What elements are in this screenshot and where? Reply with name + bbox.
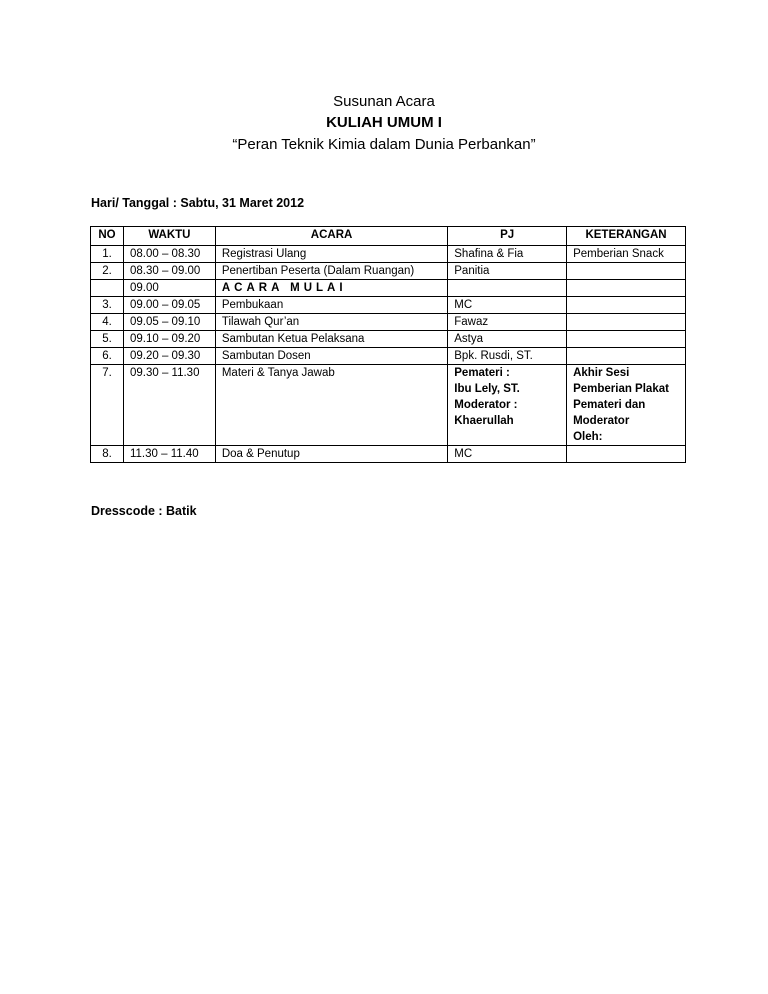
cell-no: 6. — [91, 348, 124, 365]
cell-no: 7. — [91, 365, 124, 446]
cell-keterangan — [567, 280, 686, 297]
column-header-waktu: WAKTU — [123, 227, 215, 246]
cell-waktu: 09.05 – 09.10 — [123, 314, 215, 331]
cell-acara: Penertiban Peserta (Dalam Ruangan) — [215, 263, 447, 280]
cell-pj: Panitia — [448, 263, 567, 280]
cell-no — [91, 280, 124, 297]
keterangan-line: Pemberian Plakat — [573, 383, 669, 395]
cell-no: 1. — [91, 246, 124, 263]
cell-keterangan — [567, 331, 686, 348]
cell-pj — [448, 280, 567, 297]
table-row — [91, 263, 686, 280]
cell-acara: Registrasi Ulang — [215, 246, 447, 263]
keterangan-line: Akhir Sesi — [573, 367, 630, 379]
pj-line: Moderator : — [454, 399, 518, 411]
keterangan-line: Pemateri dan — [573, 399, 646, 411]
cell-no: 3. — [91, 297, 124, 314]
cell-waktu: 09.10 – 09.20 — [123, 331, 215, 348]
table-row — [91, 348, 686, 365]
cell-keterangan — [567, 297, 686, 314]
column-header-keterangan: KETERANGAN — [567, 227, 686, 246]
title-line-1: Susunan Acara — [333, 93, 435, 110]
date-line: Hari/ Tanggal : Sabtu, 31 Maret 2012 — [91, 196, 305, 210]
cell-keterangan — [567, 263, 686, 280]
cell-acara-mulai: ACARA MULAI — [215, 280, 447, 297]
title-line-2: KULIAH UMUM I — [326, 114, 442, 131]
dresscode-line: Dresscode : Batik — [91, 504, 197, 518]
column-header-acara: ACARA — [215, 227, 447, 246]
cell-keterangan — [567, 314, 686, 331]
cell-waktu: 09.00 – 09.05 — [123, 297, 215, 314]
cell-pj: MC — [448, 446, 567, 463]
keterangan-line: Oleh: — [573, 431, 603, 443]
table-row — [91, 297, 686, 314]
cell-waktu: 09.20 – 09.30 — [123, 348, 215, 365]
pj-line: Pemateri : — [454, 367, 510, 379]
cell-no: 5. — [91, 331, 124, 348]
cell-pj: Bpk. Rusdi, ST. — [448, 348, 567, 365]
title-block — [0, 91, 768, 157]
pj-line: Ibu Lely, ST. — [454, 383, 520, 395]
table-row-acara-mulai — [91, 280, 686, 297]
cell-pj — [448, 365, 567, 446]
cell-no: 2. — [91, 263, 124, 280]
schedule-table — [90, 226, 686, 463]
cell-waktu: 08.00 – 08.30 — [123, 246, 215, 263]
cell-pj: Shafina & Fia — [448, 246, 567, 263]
cell-waktu: 09.00 — [123, 280, 215, 297]
table-row — [91, 331, 686, 348]
column-header-pj: PJ — [448, 227, 567, 246]
cell-keterangan: Pemberian Snack — [567, 246, 686, 263]
cell-keterangan — [567, 365, 686, 446]
cell-waktu: 09.30 – 11.30 — [123, 365, 215, 446]
cell-acara: Pembukaan — [215, 297, 447, 314]
cell-waktu: 11.30 – 11.40 — [123, 446, 215, 463]
table-row — [91, 246, 686, 263]
table-row — [91, 365, 686, 446]
table-header-row — [91, 227, 686, 246]
cell-no: 8. — [91, 446, 124, 463]
keterangan-line: Moderator — [573, 415, 630, 427]
cell-pj: Astya — [448, 331, 567, 348]
table-row — [91, 446, 686, 463]
cell-no: 4. — [91, 314, 124, 331]
cell-waktu: 08.30 – 09.00 — [123, 263, 215, 280]
cell-keterangan — [567, 446, 686, 463]
title-line-3: “Peran Teknik Kimia dalam Dunia Perbankan” — [232, 136, 536, 153]
column-header-no: NO — [91, 227, 124, 246]
cell-acara: Sambutan Ketua Pelaksana — [215, 331, 447, 348]
cell-pj: MC — [448, 297, 567, 314]
cell-keterangan — [567, 348, 686, 365]
cell-acara: Doa & Penutup — [215, 446, 447, 463]
cell-acara: Tilawah Qur’an — [215, 314, 447, 331]
pj-line: Khaerullah — [454, 415, 514, 427]
table-row — [91, 314, 686, 331]
cell-acara: Sambutan Dosen — [215, 348, 447, 365]
cell-pj: Fawaz — [448, 314, 567, 331]
cell-acara: Materi & Tanya Jawab — [215, 365, 447, 446]
